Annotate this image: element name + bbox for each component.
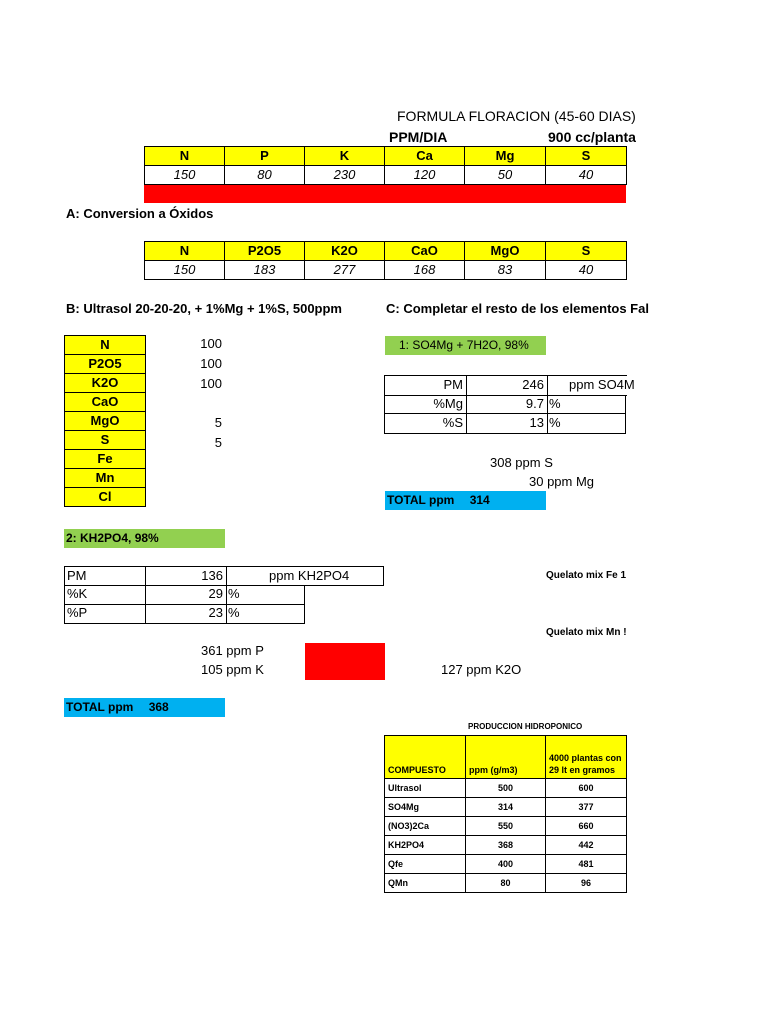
produccion-cell: SO4Mg	[385, 798, 466, 817]
formula-value-ca: 120	[385, 166, 465, 185]
total-label: TOTAL ppm	[66, 700, 134, 714]
oxide-header: N	[145, 242, 225, 261]
k-label: %K	[67, 586, 88, 601]
compound2-total	[64, 698, 225, 717]
oxide-header: K2O	[305, 242, 385, 261]
formula-value-n: 150	[145, 166, 225, 185]
k-unit: %	[228, 586, 240, 601]
compound2-k-row	[64, 585, 305, 605]
k-cell	[145, 584, 227, 604]
produccion-header: COMPUESTO	[385, 736, 466, 779]
s-value: 13	[529, 415, 544, 430]
element-value: 5	[214, 435, 222, 450]
formula-value-s: 40	[546, 166, 627, 185]
produccion-cell: 500	[466, 779, 546, 798]
formula-header-p: P	[225, 147, 305, 166]
pm-value: 246	[522, 377, 544, 392]
p-value: 23	[208, 605, 223, 620]
p-unit: %	[228, 605, 240, 620]
pm-value: 136	[201, 568, 223, 583]
compound1-s-row	[384, 414, 626, 434]
formula-value-p: 80	[225, 166, 305, 185]
produccion-cell: 481	[546, 855, 627, 874]
formula-header-mg: Mg	[465, 147, 546, 166]
produccion-cell: Ultrasol	[385, 779, 466, 798]
formula-value-k: 230	[305, 166, 385, 185]
red-block	[305, 643, 385, 680]
produccion-cell: 660	[546, 817, 627, 836]
pm-label: PM	[67, 568, 87, 583]
element-value: 100	[200, 376, 222, 391]
produccion-cell: 377	[546, 798, 627, 817]
s-cell	[466, 413, 548, 433]
total-label: TOTAL ppm	[387, 493, 455, 507]
compound2-pm-row	[64, 566, 384, 586]
produccion-title: PRODUCCION HIDROPONICO	[468, 722, 583, 731]
p-label: %P	[67, 605, 88, 620]
section-a-title: A: Conversion a Óxidos	[66, 206, 214, 221]
formula-header-n: N	[145, 147, 225, 166]
ppm-p-result: 361 ppm P	[201, 643, 264, 658]
oxide-value: 183	[225, 261, 305, 280]
oxide-value: 150	[145, 261, 225, 280]
element-label: Fe	[65, 450, 146, 469]
s-unit: %	[549, 415, 561, 430]
compound1-total	[385, 491, 546, 510]
formula-header-ca: Ca	[385, 147, 465, 166]
ppm-k-result: 105 ppm K	[201, 662, 264, 677]
oxide-table	[144, 241, 627, 280]
quelato-mn-label: Quelato mix Mn !	[546, 627, 627, 638]
mg-cell	[466, 394, 548, 414]
produccion-cell: 80	[466, 874, 546, 893]
produccion-cell: 600	[546, 779, 627, 798]
mg-unit: %	[549, 396, 561, 411]
compound1-pm-row	[384, 375, 635, 396]
oxide-value: 168	[385, 261, 465, 280]
compound1-title: 1: SO4Mg + 7H2O, 98%	[385, 336, 546, 355]
compound1-mg-row	[384, 395, 626, 414]
red-bar	[144, 185, 626, 203]
total-value: 368	[148, 700, 169, 714]
mg-value: 9.7	[525, 396, 544, 411]
formula-header-k: K	[305, 147, 385, 166]
page-title: FORMULA FLORACION (45-60 DIAS)	[397, 108, 636, 124]
produccion-cell: 550	[466, 817, 546, 836]
quelato-fe-label: Quelato mix Fe 1	[546, 570, 627, 581]
produccion-cell: (NO3)2Ca	[385, 817, 466, 836]
produccion-header: ppm (g/m3)	[466, 736, 546, 779]
ppm-mg-result	[506, 474, 616, 489]
ppm-mg-text: 30 ppm Mg	[529, 474, 595, 489]
produccion-header: 4000 plantas con 29 lt en gramos	[546, 736, 627, 779]
element-label: K2O	[65, 374, 146, 393]
ppm-so4mg-label: ppm SO4M	[569, 377, 635, 392]
compound2-title: 2: KH2PO4, 98%	[64, 529, 225, 548]
element-label: Cl	[65, 488, 146, 507]
oxide-value: 83	[465, 261, 546, 280]
s-label: %S	[442, 415, 463, 430]
oxide-header: MgO	[465, 242, 546, 261]
produccion-cell: 314	[466, 798, 546, 817]
oxide-header: P2O5	[225, 242, 305, 261]
p-cell	[145, 603, 227, 623]
ppm-k2o-result: 127 ppm K2O	[441, 662, 522, 677]
k-value: 29	[208, 586, 223, 601]
element-label: MgO	[65, 412, 146, 431]
element-value: 5	[214, 415, 222, 430]
produccion-cell: KH2PO4	[385, 836, 466, 855]
cc-planta-label: 900 cc/planta	[548, 129, 636, 145]
oxide-value: 40	[546, 261, 627, 280]
element-label: Mn	[65, 469, 146, 488]
produccion-cell: 442	[546, 836, 627, 855]
produccion-cell: 368	[466, 836, 546, 855]
ppm-dia-label: PPM/DIA	[389, 129, 448, 145]
formula-table	[144, 146, 627, 185]
element-label: S	[65, 431, 146, 450]
element-value: 100	[200, 356, 222, 371]
oxide-value: 277	[305, 261, 385, 280]
element-label: CaO	[65, 393, 146, 412]
produccion-cell: Qfe	[385, 855, 466, 874]
produccion-cell: QMn	[385, 874, 466, 893]
pm-cell	[466, 376, 548, 395]
formula-header-s: S	[546, 147, 627, 166]
ppm-s-result: 308 ppm S	[490, 455, 553, 470]
produccion-cell: 400	[466, 855, 546, 874]
oxide-header: CaO	[385, 242, 465, 261]
section-c-title: C: Completar el resto de los elementos Fal	[386, 301, 649, 316]
compound2-p-row	[64, 604, 305, 624]
oxide-header: S	[546, 242, 627, 261]
element-label: P2O5	[65, 355, 146, 374]
element-label: N	[65, 336, 146, 355]
produccion-table	[384, 735, 627, 893]
mg-label: %Mg	[433, 396, 463, 411]
pm-cell	[145, 566, 227, 586]
total-value: 314	[469, 493, 490, 507]
ppm-kh2po4-label: ppm KH2PO4	[269, 568, 350, 583]
element-value: 100	[200, 336, 222, 351]
formula-value-mg: 50	[465, 166, 546, 185]
section-b-title: B: Ultrasol 20-20-20, + 1%Mg + 1%S, 500ppm	[66, 301, 342, 316]
pm-label: PM	[443, 377, 463, 392]
produccion-cell: 96	[546, 874, 627, 893]
ultrasol-elements-table	[64, 335, 146, 507]
